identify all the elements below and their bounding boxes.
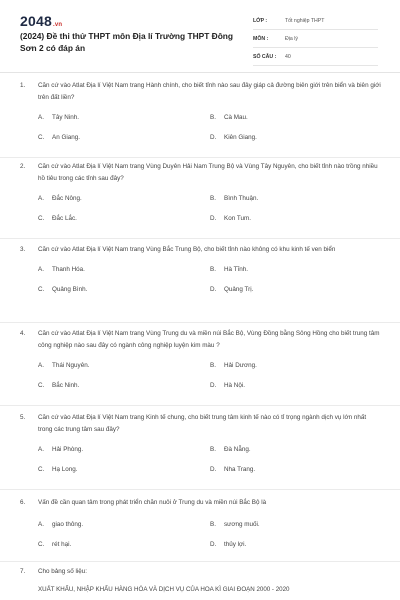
- exam-title: (2024) Đề thi thử THPT môn Địa lí Trường THPT Đông Sơn 2 có đáp án: [20, 31, 234, 53]
- question-5: [20, 412, 382, 485]
- option-c[interactable]: [38, 465, 210, 485]
- option-c[interactable]: [38, 285, 210, 305]
- exam-meta: [253, 13, 378, 66]
- option-text: Hải Phòng.: [52, 446, 84, 453]
- option-letter: B.: [210, 446, 216, 453]
- options: [38, 520, 382, 560]
- question-text: Cho bảng số liệu:: [38, 568, 88, 575]
- option-letter: B.: [210, 195, 216, 202]
- option-letter: A.: [38, 362, 44, 369]
- option-letter: C.: [38, 541, 45, 548]
- question-4: [20, 328, 382, 401]
- option-a[interactable]: [38, 113, 210, 133]
- option-letter: B.: [210, 362, 216, 369]
- options: [38, 445, 382, 485]
- page-header: [0, 0, 400, 70]
- option-letter: C.: [38, 466, 45, 473]
- header-divider: [0, 72, 400, 73]
- meta-row-subject: [253, 31, 378, 48]
- question-separator: [0, 322, 400, 323]
- option-letter: B.: [210, 114, 216, 121]
- question-number: 2.: [20, 163, 26, 170]
- option-a[interactable]: [38, 445, 210, 465]
- option-letter: D.: [210, 134, 217, 141]
- option-letter: A.: [38, 266, 44, 273]
- option-text: Cà Mau.: [224, 114, 248, 121]
- option-d[interactable]: [210, 540, 382, 560]
- option-text: thủy lợi.: [224, 541, 247, 548]
- option-text: Đắc Lắc.: [52, 215, 77, 222]
- option-a[interactable]: [38, 361, 210, 381]
- option-letter: C.: [38, 382, 45, 389]
- option-letter: D.: [210, 466, 217, 473]
- options: [38, 265, 382, 305]
- question-7: [20, 566, 382, 578]
- option-letter: A.: [38, 446, 44, 453]
- option-letter: A.: [38, 195, 44, 202]
- question-number: 4.: [20, 330, 26, 337]
- option-letter: D.: [210, 215, 217, 222]
- option-text: Kiên Giang.: [224, 134, 257, 141]
- option-c[interactable]: [38, 214, 210, 234]
- meta-value: 40: [285, 53, 291, 60]
- option-b[interactable]: [210, 520, 382, 540]
- option-letter: A.: [38, 114, 44, 121]
- data-table-title: XUẤT KHẨU, NHẬP KHẨU HÀNG HÓA VÀ DỊCH VỤ CỦA HOA KÌ GIAI ĐOẠN 2000 - 2020: [38, 586, 290, 593]
- meta-row-class: [253, 13, 378, 30]
- option-a[interactable]: [38, 194, 210, 214]
- site-logo[interactable]: [20, 13, 62, 29]
- option-text: An Giang.: [52, 134, 81, 141]
- meta-label: SỐ CÂU :: [253, 53, 277, 60]
- option-d[interactable]: [210, 381, 382, 401]
- option-text: sương muối.: [224, 521, 260, 528]
- question-3: [20, 244, 382, 305]
- option-text: Bắc Ninh.: [52, 382, 80, 389]
- option-c[interactable]: [38, 133, 210, 153]
- meta-label: MÔN :: [253, 35, 269, 42]
- option-d[interactable]: [210, 285, 382, 305]
- meta-value: Địa lý: [285, 35, 298, 42]
- option-b[interactable]: [210, 113, 382, 133]
- option-letter: B.: [210, 521, 216, 528]
- option-text: Đắc Nông.: [52, 195, 82, 202]
- option-text: Bình Thuận.: [224, 195, 259, 202]
- question-separator: [0, 561, 400, 562]
- logo-suffix: .vn: [52, 22, 63, 28]
- question-2: [20, 161, 382, 234]
- question-text: Căn cứ vào Atlat Địa lí Việt Nam trang Vùng Bắc Trung Bộ, cho biết tỉnh nào không có khu kinh tế ven biển: [38, 246, 336, 253]
- option-text: Hạ Long.: [52, 466, 78, 473]
- option-b[interactable]: [210, 445, 382, 465]
- question-separator: [0, 157, 400, 158]
- option-letter: D.: [210, 286, 217, 293]
- meta-row-count: [253, 49, 378, 66]
- question-number: 5.: [20, 414, 26, 421]
- option-letter: B.: [210, 266, 216, 273]
- option-b[interactable]: [210, 361, 382, 381]
- option-text: Thái Nguyên.: [52, 362, 90, 369]
- option-text: Tây Ninh.: [52, 114, 79, 121]
- options: [38, 113, 382, 153]
- option-text: Quảng Trị.: [224, 286, 254, 293]
- options: [38, 361, 382, 401]
- question-number: 3.: [20, 246, 26, 253]
- option-a[interactable]: [38, 520, 210, 540]
- option-text: Hà Tĩnh.: [224, 266, 249, 273]
- option-text: Nha Trang.: [224, 466, 256, 473]
- option-letter: D.: [210, 382, 217, 389]
- question-number: 1.: [20, 82, 26, 89]
- options: [38, 194, 382, 234]
- meta-label: LỚP :: [253, 17, 268, 24]
- question-text: Căn cứ vào Atlat Địa lí Việt Nam trang Kinh tế chung, cho biết trung tâm kinh tế nào có tỉ trọng ngành dịch vụ lớn nhất trong các trung tâm sau đây?: [38, 414, 367, 433]
- option-b[interactable]: [210, 265, 382, 285]
- option-text: Hải Dương.: [224, 362, 257, 369]
- option-text: Quảng Bình.: [52, 286, 88, 293]
- option-text: Đà Nẵng.: [224, 446, 251, 453]
- option-a[interactable]: [38, 265, 210, 285]
- logo-text: 2048: [20, 13, 52, 29]
- option-text: giao thông.: [52, 521, 84, 528]
- question-text: Căn cứ vào Atlat Địa lí Việt Nam trang Hành chính, cho biết tỉnh nào sau đây giáp cả đường biên giới trên biển và biên giới trên đất liền?: [38, 82, 381, 101]
- option-b[interactable]: [210, 194, 382, 214]
- question-text: Căn cứ vào Atlat Địa lí Việt Nam trang Vùng Trung du và miền núi Bắc Bộ, Vùng Đồng bằng Sông Hồng cho biết trung tâm công nghiệp nào sau đây có ngành công nghiệp luyện kim màu ?: [38, 330, 380, 349]
- option-c[interactable]: [38, 540, 210, 560]
- question-text: Căn cứ vào Atlat Địa lí Việt Nam trang Vùng Duyên Hải Nam Trung Bộ và Vùng Tây Nguyên, cho biết tỉnh nào trồng nhiều hồ tiêu trong các tỉnh sau đây?: [38, 163, 378, 182]
- option-d[interactable]: [210, 133, 382, 153]
- option-text: Kon Tum.: [224, 215, 251, 222]
- option-c[interactable]: [38, 381, 210, 401]
- option-letter: C.: [38, 286, 45, 293]
- question-number: 7.: [20, 568, 26, 575]
- option-letter: C.: [38, 215, 45, 222]
- option-letter: D.: [210, 541, 217, 548]
- option-letter: C.: [38, 134, 45, 141]
- option-text: Hà Nội.: [224, 382, 245, 389]
- meta-value: Tốt nghiệp THPT: [285, 17, 325, 24]
- option-d[interactable]: [210, 465, 382, 485]
- option-text: rét hại.: [52, 541, 72, 548]
- question-separator: [0, 238, 400, 239]
- question-text: Vấn đề cần quan tâm trong phát triển chăn nuôi ở Trung du và miền núi Bắc Bộ là: [38, 499, 267, 506]
- question-number: 6.: [20, 499, 26, 506]
- question-separator: [0, 405, 400, 406]
- question-1: [20, 80, 382, 153]
- question-separator: [0, 489, 400, 490]
- option-text: Thanh Hóa.: [52, 266, 85, 273]
- option-letter: A.: [38, 521, 44, 528]
- option-d[interactable]: [210, 214, 382, 234]
- question-6: [20, 497, 382, 560]
